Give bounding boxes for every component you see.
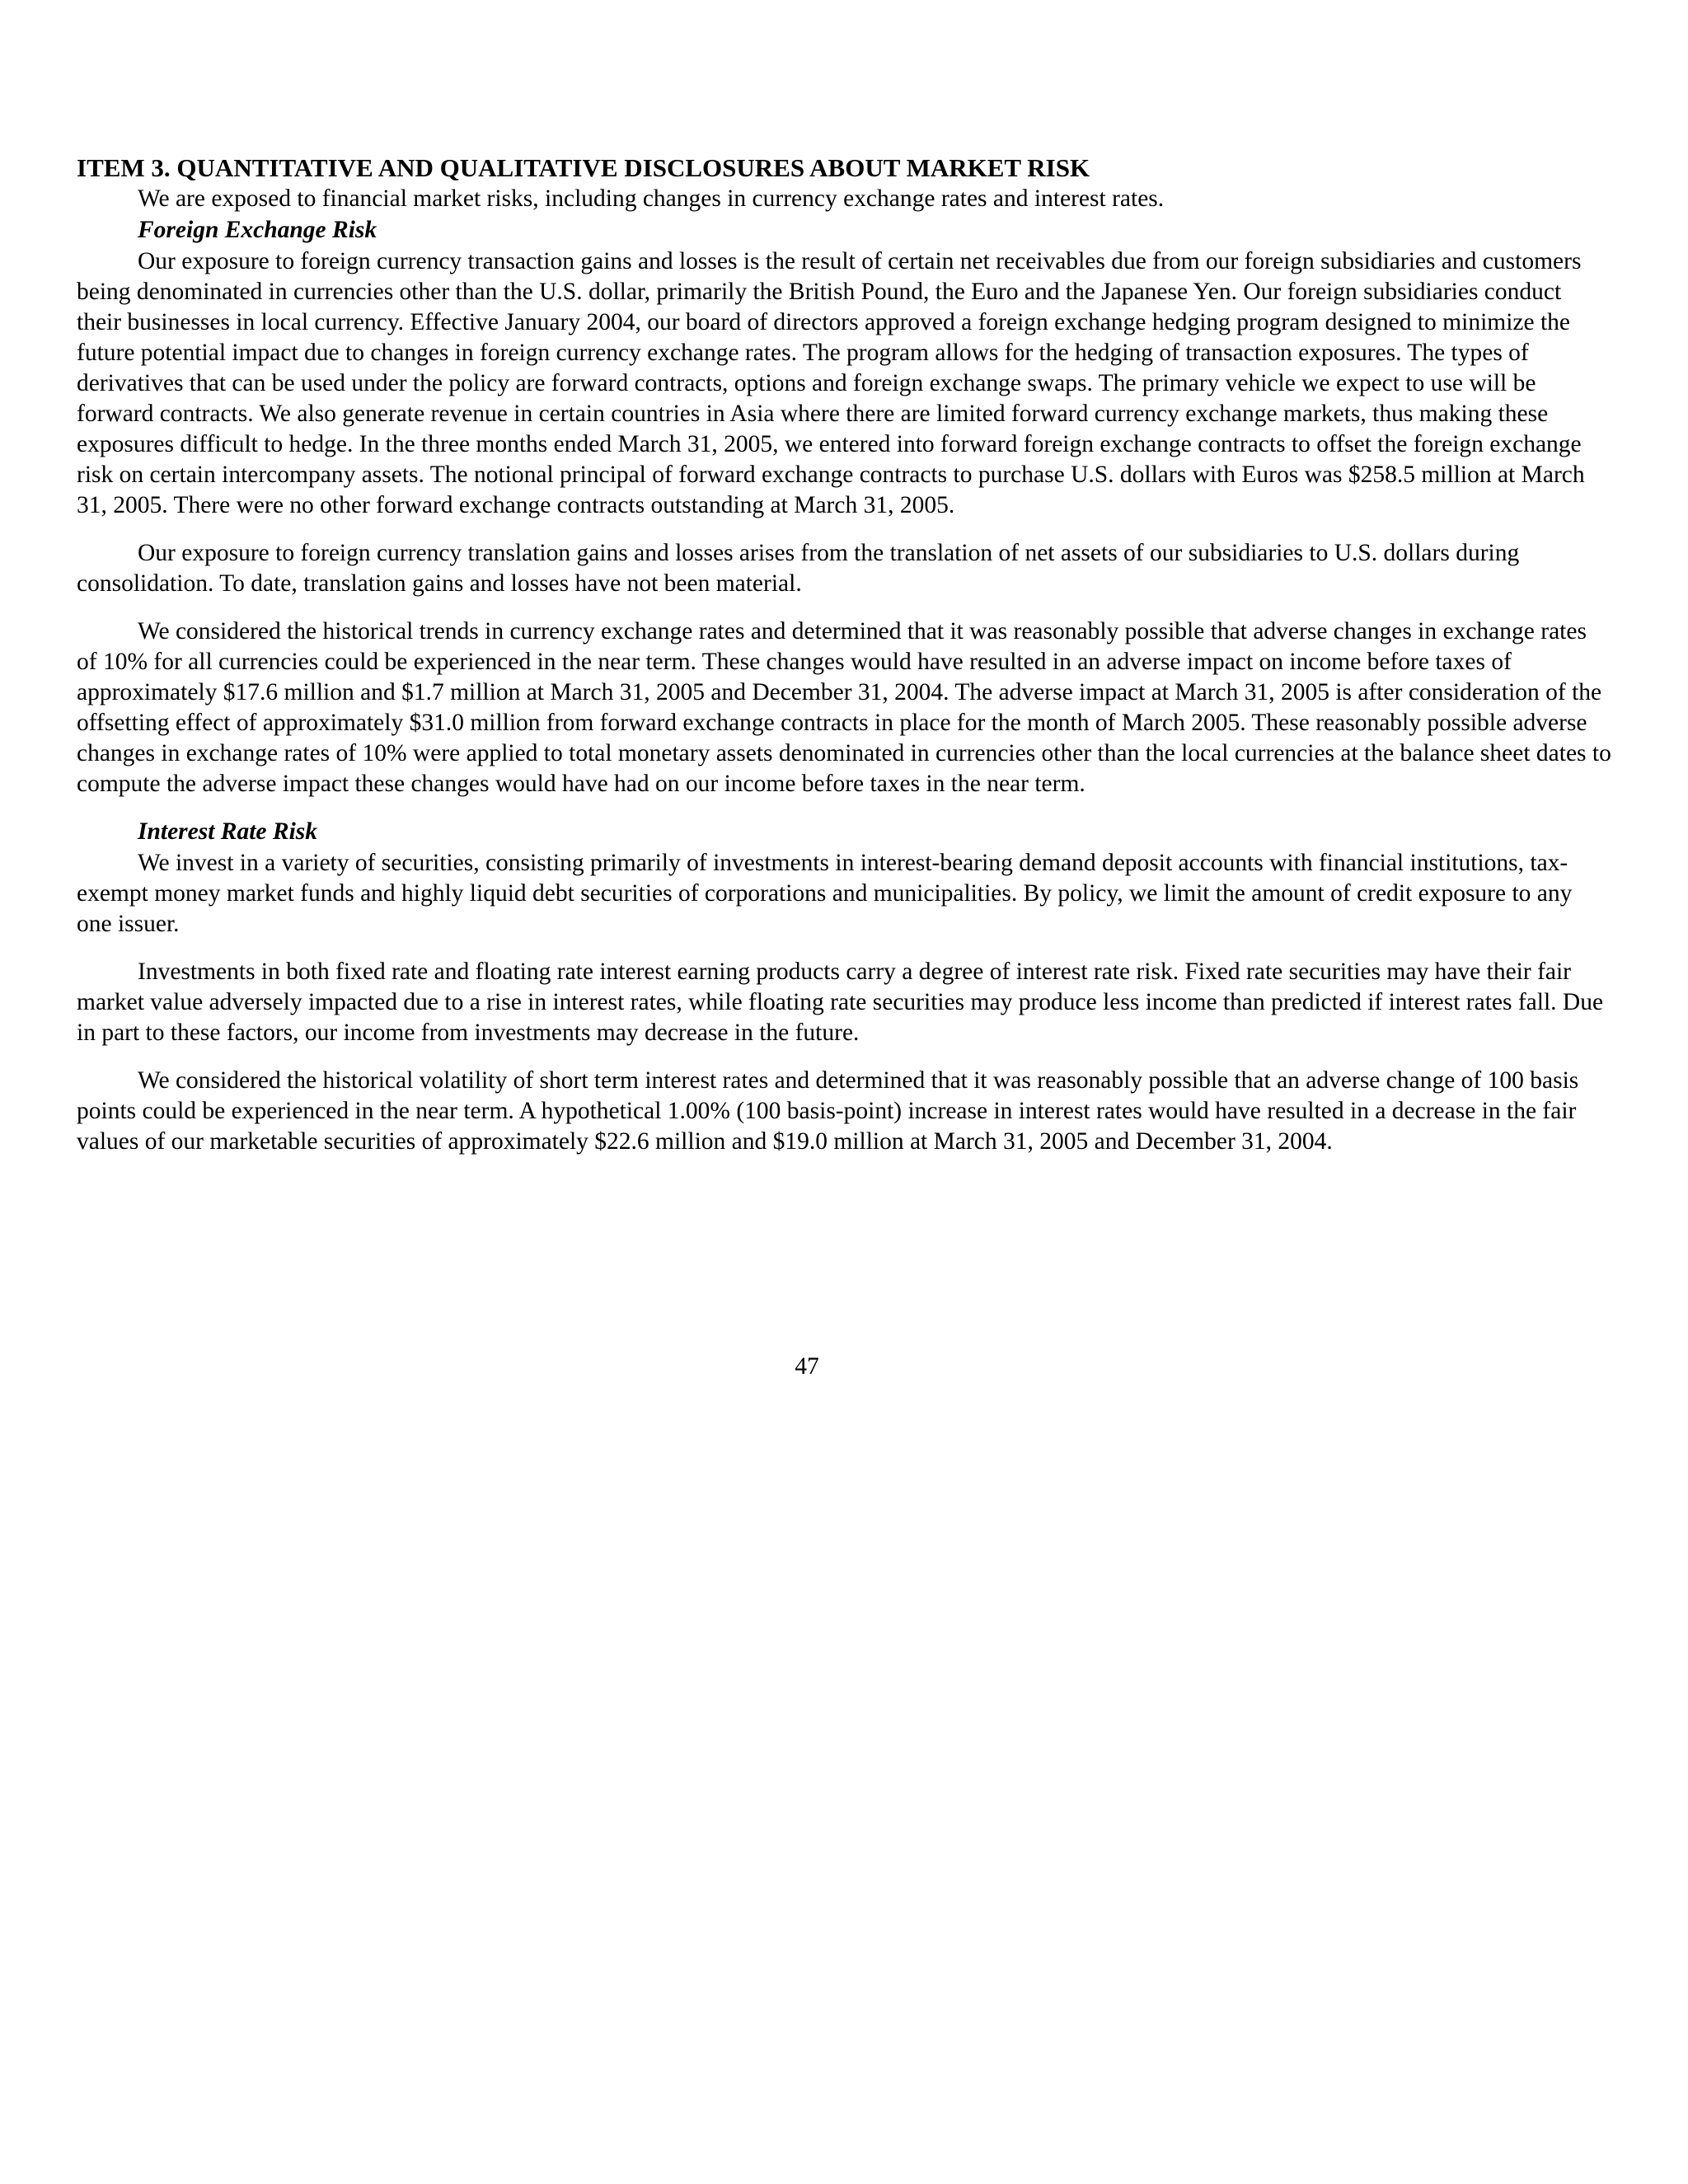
interest-rate-risk-title: Interest Rate Risk [138, 818, 317, 845]
foreign-exchange-paragraph-2: Our exposure to foreign currency translation gains and losses arises from the translation of net assets of our subsidiaries to U.S. dollars during consolidation. To date, translation gains and losses have not been material. [77, 540, 1520, 597]
foreign-exchange-paragraph-1: Our exposure to foreign currency transaction gains and losses is the result of certain net receivables due from our foreign subsidiaries and customers being denominated in currencies other than the U.S. dollar, primarily the British Pound, the Euro and the Japanese Yen. Our foreign subsidiaries conduct their businesses in local currency. Effective January 2004, our board of directors approved a foreign exchange hedging program designed to minimize the future potential impact due to changes in foreign currency exchange rates. The program allows for the hedging of transaction exposures. The types of derivatives that can be used under the policy are forward contracts, options and foreign exchange swaps. The primary vehicle we expect to use will be forward contracts. We also generate revenue in certain countries in Asia where there are limited forward currency exchange markets, thus making these exposures difficult to hedge. In the three months ended March 31, 2005, we entered into forward foreign exchange contracts to offset the foreign exchange risk on certain intercompany assets. The notional principal of forward exchange contracts to purchase U.S. dollars with Euros was $258.5 million at March 31, 2005. There were no other forward exchange contracts outstanding at March 31, 2005. [77, 248, 1585, 518]
interest-rate-paragraph-3: We considered the historical volatility of short term interest rates and determined that it was reasonably possible that an adverse change of 100 basis points could be experienced in the near term. A hypothetical 1.00% (100 basis-point) increase in interest rates would have resulted in a decrease in the fair values of our marketable securities of approximately $22.6 million and $19.0 million at March 31, 2005 and December 31, 2004. [77, 1067, 1579, 1155]
foreign-exchange-paragraph-3: We considered the historical trends in currency exchange rates and determined that it was reasonably possible that adverse changes in exchange rates of 10% for all currencies could be experienced in the near term. These changes would have resulted in an adverse impact on income before taxes of approximately $17.6 million and $1.7 million at March 31, 2005 and December 31, 2004. The adverse impact at March 31, 2005 is after consideration of the offsetting effect of approximately $31.0 million from forward exchange contracts in place for the month of March 2005. These reasonably possible adverse changes in exchange rates of 10% were applied to total monetary assets denominated in currencies other than the local currencies at the balance sheet dates to compute the adverse impact these changes would have had on our income before taxes in the near term. [77, 618, 1611, 797]
intro-paragraph: We are exposed to financial market risks, including changes in currency exchange rates and interest rates. [138, 185, 1165, 212]
page-number: 47 [795, 1353, 819, 1380]
item-heading: ITEM 3. QUANTITATIVE AND QUALITATIVE DISCLOSURES ABOUT MARKET RISK [77, 153, 1090, 182]
foreign-exchange-risk-title: Foreign Exchange Risk [138, 217, 377, 243]
interest-rate-paragraph-1: We invest in a variety of securities, consisting primarily of investments in interest-bearing demand deposit accounts with financial institutions, tax-exempt money market funds and highly liquid debt securities of corporations and municipalities. By policy, we limit the amount of credit exposure to any one issuer. [77, 850, 1573, 937]
document-page [77, 152, 1611, 1157]
interest-rate-paragraph-2: Investments in both fixed rate and floating rate interest earning products carry a degree of interest rate risk. Fixed rate securities may have their fair market value adversely impacted due to a rise in interest rates, while floating rate securities may produce less income than predicted if interest rates fall. Due in part to these factors, our income from investments may decrease in the future. [77, 958, 1604, 1046]
